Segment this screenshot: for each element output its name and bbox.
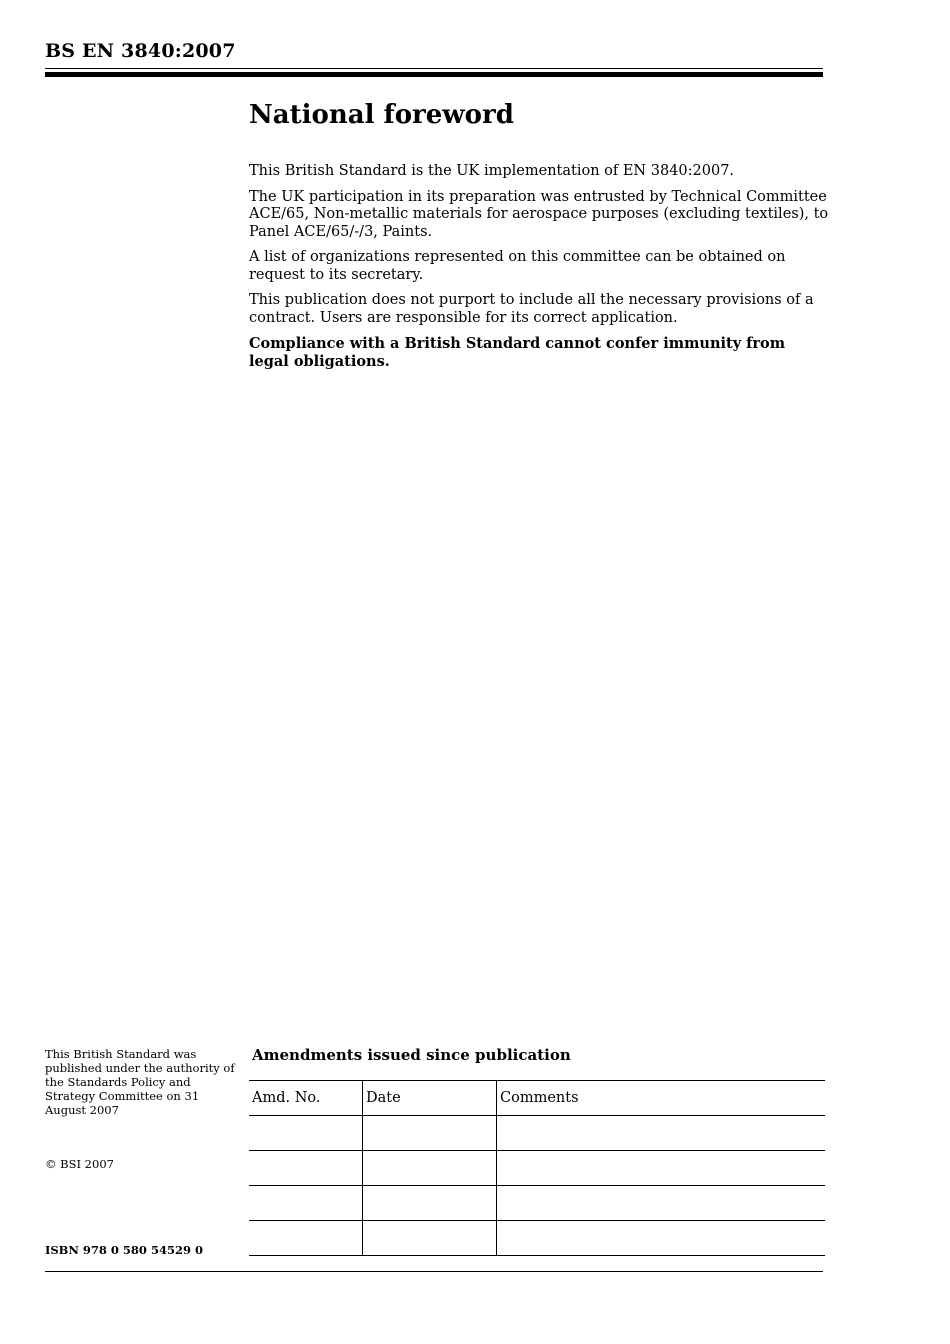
publication-note: This British Standard was published under the authority of the Standards Policy and Strategy Committee on 31 August 2007 bbox=[45, 1047, 235, 1117]
foreword-paragraph: This publication does not purport to include all the necessary provisions of a contract. Users are responsible for its correct application. bbox=[249, 292, 814, 326]
column-header-comments: Comments bbox=[497, 1081, 826, 1116]
foreword-paragraph: A list of organizations represented on this committee can be obtained on request to its secretary. bbox=[249, 249, 786, 283]
amendments-table bbox=[249, 1080, 825, 1256]
table-cell bbox=[363, 1151, 497, 1186]
table-cell bbox=[363, 1116, 497, 1151]
compliance-statement: Compliance with a British Standard cannot confer immunity from legal obligations. bbox=[249, 335, 786, 370]
column-header-amd-no: Amd. No. bbox=[249, 1081, 363, 1116]
table-row bbox=[249, 1221, 825, 1256]
foreword-body bbox=[249, 163, 829, 378]
amendments-title: Amendments issued since publication bbox=[252, 1046, 571, 1064]
table-cell bbox=[497, 1186, 826, 1221]
table-cell bbox=[249, 1116, 363, 1151]
table-cell bbox=[249, 1221, 363, 1256]
table-row bbox=[249, 1116, 825, 1151]
copyright-notice: © BSI 2007 bbox=[45, 1157, 114, 1171]
isbn: ISBN 978 0 580 54529 0 bbox=[45, 1243, 203, 1257]
table-cell bbox=[497, 1151, 826, 1186]
table-row bbox=[249, 1151, 825, 1186]
table-cell bbox=[363, 1221, 497, 1256]
table-header-row bbox=[249, 1081, 825, 1116]
document-id: BS EN 3840:2007 bbox=[45, 40, 236, 62]
table-cell bbox=[497, 1221, 826, 1256]
header-rule-thick bbox=[45, 72, 823, 77]
table-cell bbox=[363, 1186, 497, 1221]
table-cell bbox=[497, 1116, 826, 1151]
footer-rule bbox=[45, 1271, 823, 1272]
foreword-paragraph: This British Standard is the UK implementation of EN 3840:2007. bbox=[249, 163, 735, 179]
table-cell bbox=[249, 1186, 363, 1221]
page-title: National foreword bbox=[249, 100, 514, 130]
foreword-paragraph: The UK participation in its preparation was entrusted by Technical Committee ACE/65, Non-metallic materials for aerospace purposes (excluding textiles), to Panel ACE/65/-/3, Paints. bbox=[249, 188, 829, 240]
table-row bbox=[249, 1186, 825, 1221]
table-cell bbox=[249, 1151, 363, 1186]
header-rule-thin bbox=[45, 68, 823, 69]
column-header-date: Date bbox=[363, 1081, 497, 1116]
